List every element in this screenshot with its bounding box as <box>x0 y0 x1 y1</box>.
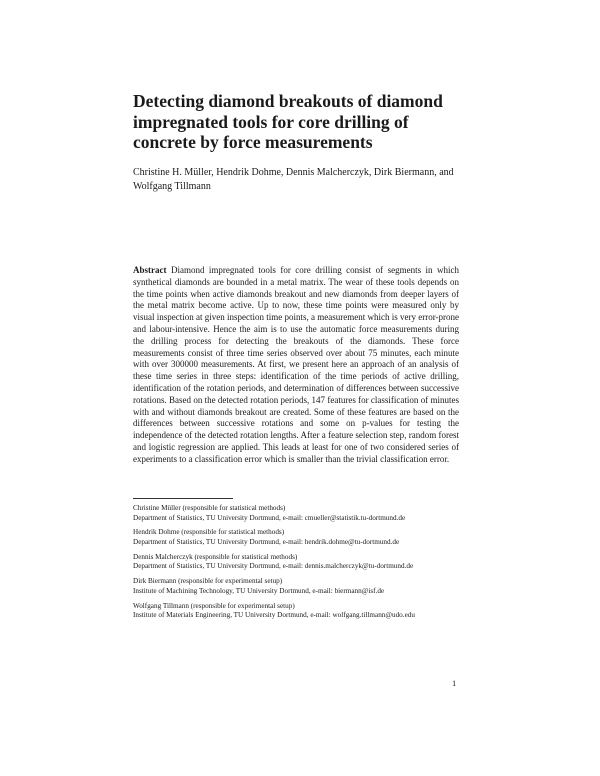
affiliation-entry <box>133 528 473 547</box>
affiliation-author: Wolfgang Tillmann (responsible for experimental setup) <box>133 601 295 610</box>
footnote-rule <box>133 498 233 499</box>
affiliation-department: Department of Statistics, TU University Dortmund, e-mail: dennis.malcherczyk@tu-dortmund.de <box>133 562 414 571</box>
affiliation-department: Institute of Machining Technology, TU University Dortmund, e-mail: biermann@isf.de <box>133 586 385 595</box>
affiliation-department: Department of Statistics, TU University Dortmund, e-mail: cmueller@statistik.tu-dortmund.de <box>133 513 406 522</box>
paper-title: Detecting diamond breakouts of diamond impregnated tools for core drilling of concrete by force measurements <box>133 91 443 152</box>
abstract-text: Diamond impregnated tools for core drilling consist of segments in which synthetical diamonds are bounded in a metal matrix. The wear of these tools depends on the time points when active diamonds breakout and new diamonds from deeper layers of the metal matrix become active. Up to now, these time points were measured only by visual inspection at given inspection time points, a measurement which is very error-prone and labour-intensive. Hence the aim is to use the automatic force measurements during the drilling process for detecting the breakouts of the diamonds. These force measurements consist of three time series observed over about 75 minutes, each minute with over 300000 measurements. At first, we present here an approach of an analysis of these time series in three steps: identification of the time periods of active drilling, identification of the rotation periods, and determination of differences between successive rotations. Based on the detected rotation periods, 147 features for classification of minutes with and without diamonds breakout are created. Some of these features are based on the differences between successive rotations and some on p-values for testing the independence of the detected rotation lengths. After a feature selection step, random forest and logistic regression are applied. This leads at least for one of two considered series of experiments to a classification error which is smaller than the trivial classification error. <box>133 265 460 464</box>
page-number: 1 <box>452 678 457 688</box>
affiliation-entry <box>133 577 473 596</box>
affiliations <box>133 504 473 626</box>
affiliation-department: Department of Statistics, TU University Dortmund, e-mail: hendrik.dohme@tu-dortmund.de <box>133 537 400 546</box>
affiliation-author: Christine Müller (responsible for statistical methods) <box>133 504 286 512</box>
affiliation-entry <box>133 504 473 523</box>
author-list: Christine H. Müller, Hendrik Dohme, Dennis Malcherczyk, Dirk Biermann, and Wolfgang Tillmann <box>133 167 454 192</box>
abstract <box>133 265 459 466</box>
affiliation-entry <box>133 602 473 621</box>
affiliation-author: Dirk Biermann (responsible for experimental setup) <box>133 577 283 586</box>
affiliation-author: Dennis Malcherczyk (responsible for statistical methods) <box>133 552 298 561</box>
affiliation-entry <box>133 553 473 572</box>
affiliation-author: Hendrik Dohme (responsible for statistical methods) <box>133 528 285 537</box>
affiliation-department: Institute of Materials Engineering, TU University Dortmund, e-mail: wolfgang.tillmann@udo.edu <box>133 611 415 620</box>
abstract-label: Abstract <box>133 265 167 275</box>
